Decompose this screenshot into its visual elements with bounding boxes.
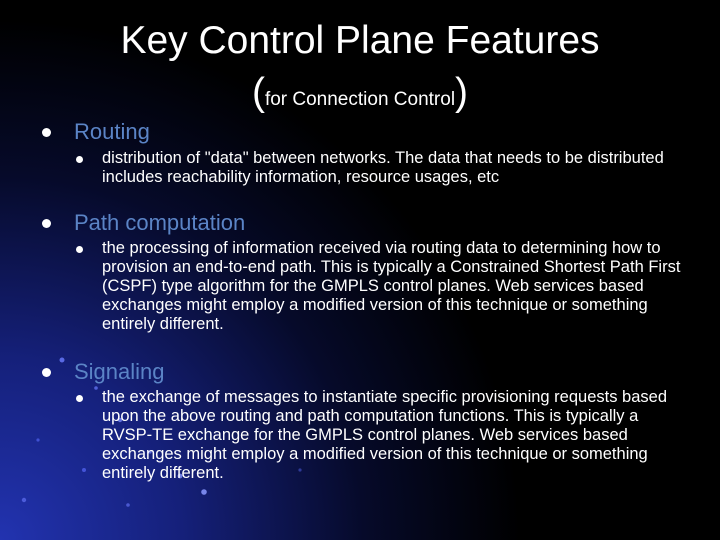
bullet-icon [42,128,51,137]
bullet-icon [42,219,51,228]
slide-subtitle [0,68,720,126]
bullet-icon [76,156,83,163]
section-detail-path-computation [76,239,692,334]
subtitle-open-paren: ( [251,71,265,114]
slide-title: Key Control Plane Features [120,19,600,62]
section-heading-signaling [42,359,165,385]
bullet-icon [76,395,83,402]
section-heading-text: Path computation [74,210,246,235]
section-detail-routing [76,149,692,187]
subtitle-close-paren: ) [455,71,469,114]
bullet-icon [76,246,83,253]
section-heading-text: Signaling [74,359,165,384]
bullet-icon [42,368,51,377]
section-heading-text: Routing [74,119,150,144]
section-heading-routing [42,119,150,145]
section-detail-signaling [76,388,692,483]
section-detail-text: distribution of "data" between networks. The data that needs to be distributed includes reachability information, resource usages, etc [102,149,664,186]
section-detail-text: the exchange of messages to instantiate specific provisioning requests based upon the above routing and path computation functions. This is typically a RVSP-TE exchange for the GMPLS control planes. Web services based exchanges might employ a modified version of this technique or something entirely different. [102,388,668,482]
section-heading-path-computation [42,210,245,236]
subtitle-text: for Connection Control [264,89,456,110]
section-detail-text: the processing of information received via routing data to determining how to provision an end-to-end path. This is typically a Constrained Shortest Path First (CSPF) type algorithm for the GMPLS control planes. Web services based exchanges might employ a modified version of this technique or something entirely different. [102,239,681,333]
